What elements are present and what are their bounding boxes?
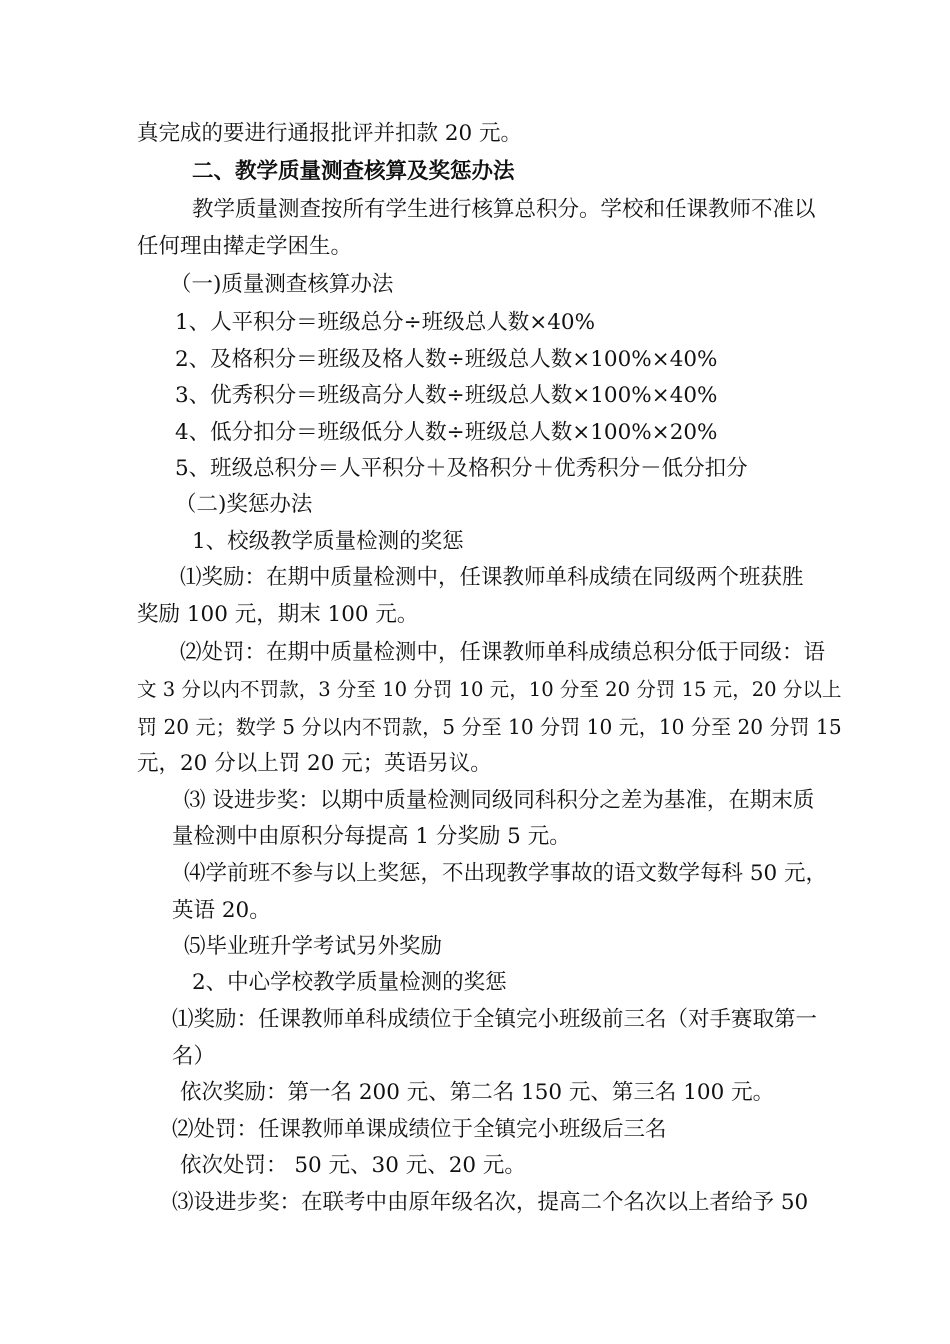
text-line: ⑶设进步奖：在联考中由原年级名次，提高二个名次以上者给予 50 [172,1190,809,1215]
formula-line: 2、及格积分＝班级及格人数÷班级总人数×100%×40% [175,347,718,372]
text-line: 名） [172,1044,216,1069]
text-line: ⑵处罚：任课教师单课成绩位于全镇完小班级后三名 [172,1117,667,1142]
formula-line: 3、优秀积分＝班级高分人数÷班级总人数×100%×40% [175,383,718,408]
text-line: ⑶ 设进步奖：以期中质量检测同级同科积分之差为基准，在期末质 [184,788,815,813]
text-line: ⑵处罚：在期中质量检测中，任课教师单科成绩总积分低于同级：语 [180,640,826,665]
text-line: 教学质量测查按所有学生进行核算总积分。学校和任课教师不准以 [192,197,816,222]
text-line: 文 3 分以内不罚款，3 分至 10 分罚 10 元，10 分至 20 分罚 15 元，20 分以上 [137,678,842,701]
text-line: 依次奖励：第一名 200 元、第二名 150 元、第三名 100 元。 [180,1080,775,1105]
text-line: ⑴奖励：在期中质量检测中，任课教师单科成绩在同级两个班获胜 [180,565,804,590]
item-heading: 2、中心学校教学质量检测的奖惩 [192,970,507,995]
subsection-heading: （一)质量测查核算办法 [170,272,394,297]
section-heading: 二、教学质量测查核算及奖惩办法 [192,159,515,184]
subsection-heading: （二)奖惩办法 [175,492,313,517]
text-line: 罚 20 元；数学 5 分以内不罚款，5 分至 10 分罚 10 元，10 分至 20 分罚 15 [137,715,842,739]
item-heading: 1、校级教学质量检测的奖惩 [192,529,464,554]
text-line: 英语 20。 [172,898,271,923]
text-line: 元，20 分以上罚 20 元；英语另议。 [137,751,492,776]
text-line: 奖励 100 元，期末 100 元。 [137,602,419,627]
text-line: 量检测中由原积分每提高 1 分奖励 5 元。 [172,824,571,849]
text-line: ⑷学前班不参与以上奖惩，不出现教学事故的语文数学每科 50 元， [184,861,828,886]
text-line: 依次处罚： 50 元、30 元、20 元。 [180,1153,526,1178]
text-line: 真完成的要进行通报批评并扣款 20 元。 [137,121,523,146]
formula-line: 1、人平积分＝班级总分÷班级总人数×40% [175,310,595,335]
text-line: ⑸毕业班升学考试另外奖励 [184,934,443,959]
text-line: ⑴奖励：任课教师单科成绩位于全镇完小班级前三名（对手赛取第一 [172,1007,818,1032]
formula-line: 5、班级总积分＝人平积分＋及格积分＋优秀积分－低分扣分 [175,456,748,481]
formula-line: 4、低分扣分＝班级低分人数÷班级总人数×100%×20% [175,420,718,445]
text-line: 任何理由撵走学困生。 [137,234,353,259]
